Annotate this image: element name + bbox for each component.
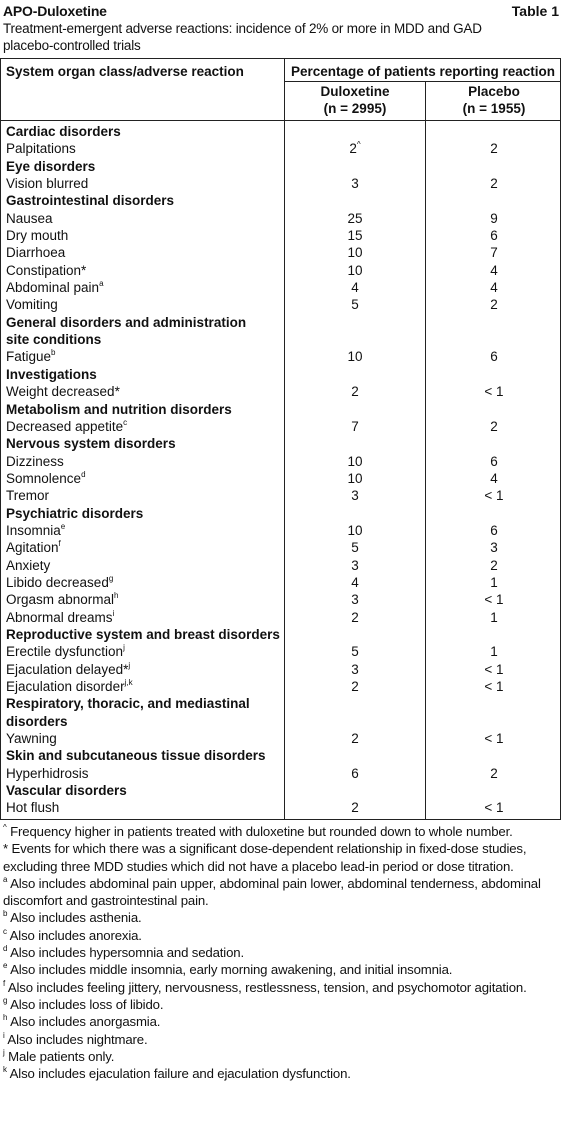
table-row: [1, 175, 562, 192]
reaction-name: Ejaculation disorder: [6, 679, 125, 694]
placebo-value: 6: [490, 349, 498, 365]
duloxetine-value: [285, 557, 425, 574]
footnote-marker: c: [3, 926, 7, 936]
duloxetine-value: [285, 730, 425, 747]
placebo-value: 7: [490, 245, 498, 261]
footnote-marker: e: [3, 961, 8, 971]
header-placebo-name: Placebo: [468, 84, 520, 99]
reaction-name: Hot flush: [6, 800, 60, 816]
reaction-label: [6, 210, 53, 227]
footnote-text: * Events for which there was a significant dose-dependent relationship in fixed-dose studies, excluding three MDD studies which did not have a placebo lead-in period or dose titration.: [3, 841, 527, 874]
duloxetine-value: [285, 296, 425, 313]
footnotes: [3, 823, 559, 1082]
footnote-marker: d: [3, 944, 8, 954]
table-row: [1, 574, 562, 591]
footnote-text: Also includes anorgasmia.: [7, 1014, 161, 1030]
placebo-value: 1: [490, 574, 498, 590]
reaction-name: Vomiting: [6, 297, 58, 313]
duloxetine-percent: 2: [351, 384, 359, 400]
footnote: [3, 1013, 559, 1030]
category-row: [1, 192, 562, 209]
footnote: [3, 1065, 559, 1082]
document-title: APO-Duloxetine: [3, 3, 107, 19]
reaction-name: Agitation: [6, 540, 59, 556]
duloxetine-percent: 10: [347, 522, 363, 538]
header-system-organ-class: System organ class/adverse reaction: [6, 64, 244, 79]
table-caption: [3, 20, 559, 54]
header-duloxetine-name: Duloxetine: [320, 84, 390, 99]
category-row: [1, 782, 562, 799]
reaction-name: Dry mouth: [6, 228, 69, 244]
reaction-label: [6, 765, 89, 782]
footnote: [3, 840, 559, 875]
table-label: Table 1: [511, 3, 559, 19]
duloxetine-value: [285, 175, 425, 192]
duloxetine-percent: 3: [351, 661, 359, 677]
duloxetine-value: [285, 643, 425, 660]
category-label: [6, 158, 95, 175]
footnote: [3, 823, 559, 840]
placebo-value: 3: [490, 540, 498, 556]
placebo-value: 2: [490, 176, 498, 192]
category-row: [1, 747, 562, 764]
reaction-name: Nausea: [6, 210, 53, 226]
category-row: [1, 435, 562, 452]
table-row: [1, 227, 562, 244]
reaction-name: Gastrointestinal disorders: [6, 193, 175, 209]
reaction-name: Tremor: [6, 488, 49, 504]
table-row: [1, 210, 562, 227]
category-row: [1, 505, 562, 522]
duloxetine-value: [285, 487, 425, 504]
reaction-name: Weight decreased*: [6, 384, 120, 400]
caption-line-1: Treatment-emergent adverse reactions: incidence of 2% or more in MDD and GAD: [3, 21, 482, 36]
placebo-value: 6: [490, 228, 498, 244]
category-row: [1, 366, 562, 383]
reaction-name: Respiratory, thoracic, and mediastinal: [6, 696, 250, 712]
reaction-name: Reproductive system and breast disorders: [6, 626, 280, 642]
category-label: [6, 366, 97, 383]
duloxetine-value: [285, 574, 425, 591]
reaction-name: Nervous system disorders: [6, 436, 176, 452]
reaction-label: [6, 453, 64, 470]
category-label: [6, 626, 280, 643]
reaction-name: Abdominal pain: [6, 280, 100, 296]
table-row: [1, 643, 562, 660]
reaction-name: Hyperhidrosis: [6, 765, 89, 781]
reaction-label: [6, 643, 125, 660]
footnote: [3, 875, 559, 910]
footnote-marker: i: [3, 1030, 5, 1040]
placebo-value: 1: [490, 644, 498, 660]
duloxetine-percent: 5: [351, 644, 359, 660]
reaction-label: [6, 279, 104, 296]
reaction-label: [6, 296, 58, 313]
reaction-name: Orgasm abnormal: [6, 592, 115, 608]
table-row: [1, 262, 562, 279]
category-row: [1, 626, 562, 643]
footnote-marker: f: [3, 978, 6, 988]
duloxetine-percent: 2: [351, 731, 359, 747]
table-row: [1, 522, 562, 539]
reaction-name: Investigations: [6, 366, 97, 382]
reaction-label: [6, 470, 86, 487]
reaction-label: [6, 799, 59, 816]
footnote-marker: j,k: [124, 678, 133, 687]
reaction-name: Metabolism and nutrition disorders: [6, 401, 232, 417]
duloxetine-value: [285, 227, 425, 244]
duloxetine-percent: 3: [351, 592, 359, 608]
duloxetine-percent: 2: [351, 679, 359, 694]
duloxetine-value: [285, 348, 425, 365]
category-label: [6, 331, 101, 348]
placebo-value: < 1: [484, 661, 504, 677]
table-row: [1, 348, 562, 365]
footnote-marker: a: [3, 874, 8, 884]
duloxetine-value: [285, 279, 425, 296]
category-row: [1, 331, 562, 348]
placebo-value: 2: [490, 418, 498, 434]
duloxetine-value: [285, 244, 425, 261]
table-row: [1, 140, 562, 157]
placebo-value: 4: [490, 280, 498, 296]
duloxetine-percent: 4: [351, 574, 359, 590]
reaction-name: Anxiety: [6, 557, 51, 573]
duloxetine-percent: 10: [347, 453, 363, 469]
table-row: [1, 487, 562, 504]
footnote-marker: c: [123, 417, 128, 427]
footnote: [3, 927, 559, 944]
caption-line-2: placebo-controlled trials: [3, 38, 141, 53]
category-label: [6, 314, 246, 331]
placebo-value: < 1: [484, 731, 504, 747]
reaction-name: Insomnia: [6, 522, 61, 538]
reaction-name: Abnormal dreams: [6, 609, 113, 625]
category-label: [6, 192, 174, 209]
duloxetine-value: [285, 210, 425, 227]
duloxetine-value: [285, 262, 425, 279]
footnote-marker: ^: [356, 140, 361, 150]
footnote: [3, 996, 559, 1013]
footnote-text: Also includes anorexia.: [6, 927, 142, 943]
duloxetine-percent: 3: [351, 557, 359, 573]
duloxetine-percent: 25: [347, 210, 363, 226]
footnote-text: Frequency higher in patients treated with duloxetine but rounded down to whole number.: [6, 824, 513, 839]
reaction-label: [6, 418, 127, 435]
reaction-name: site conditions: [6, 332, 102, 348]
table-row: [1, 591, 562, 608]
category-label: [6, 505, 143, 522]
reaction-name: Decreased appetite: [6, 418, 124, 434]
category-label: [6, 123, 121, 140]
table-row: [1, 730, 562, 747]
reaction-label: [6, 262, 86, 279]
duloxetine-value: [285, 661, 425, 678]
duloxetine-percent: 4: [351, 280, 359, 296]
footnote-marker: b: [51, 348, 56, 358]
duloxetine-value: [285, 522, 425, 539]
duloxetine-value: [285, 140, 425, 157]
reaction-label: [6, 678, 133, 695]
footnote-marker: h: [114, 591, 119, 601]
footnote-marker: k: [3, 1065, 7, 1075]
reaction-label: [6, 487, 49, 504]
placebo-value: 2: [490, 557, 498, 573]
duloxetine-percent: 2: [351, 609, 359, 625]
reaction-name: Libido decreased: [6, 574, 109, 590]
placebo-value: < 1: [484, 800, 504, 816]
footnote-text: Also includes nightmare.: [4, 1031, 148, 1047]
reaction-label: [6, 609, 114, 626]
duloxetine-value: [285, 383, 425, 400]
reaction-name: Ejaculation delayed*: [6, 661, 129, 677]
reaction-label: [6, 227, 68, 244]
duloxetine-value: [285, 591, 425, 608]
placebo-value: 1: [490, 609, 498, 625]
reaction-label: [6, 522, 65, 539]
footnote-marker: j: [128, 660, 131, 670]
reaction-label: [6, 661, 130, 678]
reaction-name: General disorders and administration: [6, 314, 247, 330]
footnote-marker: ^: [3, 823, 7, 832]
table-row: [1, 557, 562, 574]
category-row: [1, 158, 562, 175]
footnote-marker: j: [3, 1047, 5, 1057]
reaction-label: [6, 591, 119, 608]
header-duloxetine: [285, 83, 425, 117]
category-row: [1, 314, 562, 331]
table-row: [1, 453, 562, 470]
duloxetine-value: [285, 678, 425, 695]
reaction-name: Somnolence: [6, 470, 82, 486]
placebo-value: 9: [490, 210, 498, 226]
reaction-name: Erectile dysfunction: [6, 644, 124, 660]
reaction-name: Cardiac disorders: [6, 124, 121, 139]
placebo-value: < 1: [484, 592, 504, 608]
footnote-marker: i: [112, 608, 115, 618]
duloxetine-percent: 10: [347, 262, 363, 278]
placebo-value: 6: [490, 522, 498, 538]
footnote-marker: h: [3, 1013, 8, 1023]
duloxetine-percent: 10: [347, 470, 363, 486]
header-placebo-n: (n = 1955): [462, 101, 526, 116]
reaction-label: [6, 348, 55, 365]
category-label: [6, 713, 68, 730]
reaction-label: [6, 140, 76, 157]
header-bottom-divider: [1, 120, 560, 121]
duloxetine-percent: 10: [347, 245, 363, 261]
category-row: [1, 123, 562, 140]
duloxetine-percent: 5: [351, 540, 359, 556]
placebo-value: 2: [490, 765, 498, 781]
footnote: [3, 961, 559, 978]
reaction-label: [6, 730, 57, 747]
placebo-value: 6: [490, 453, 498, 469]
header-placebo: [426, 83, 562, 117]
table-row: [1, 765, 562, 782]
footnote-marker: e: [60, 521, 66, 531]
adverse-reactions-table: [0, 58, 561, 820]
placebo-value: < 1: [484, 384, 504, 400]
reaction-label: [6, 557, 50, 574]
table-row: [1, 418, 562, 435]
placebo-value: 2: [490, 297, 498, 313]
category-row: [1, 695, 562, 712]
category-label: [6, 782, 127, 799]
table-row: [1, 799, 562, 816]
title-row: [3, 3, 559, 20]
footnote: [3, 944, 559, 961]
table-row: [1, 678, 562, 695]
reaction-label: [6, 539, 61, 556]
reaction-name: Psychiatric disorders: [6, 505, 144, 521]
footnote: [3, 909, 559, 926]
footnote-text: Also includes loss of libido.: [7, 996, 164, 1012]
table-row: [1, 383, 562, 400]
placebo-value: < 1: [484, 488, 504, 504]
footnote-text: Also includes abdominal pain upper, abdominal pain lower, abdominal tenderness, abdominal discomfort and gastrointestinal pain.: [3, 875, 541, 909]
footnote-text: Also includes hypersomnia and sedation.: [7, 945, 244, 961]
category-label: [6, 747, 266, 764]
duloxetine-value: [285, 799, 425, 816]
placebo-value: 4: [490, 470, 498, 486]
table-row: [1, 244, 562, 261]
duloxetine-value: [285, 539, 425, 556]
footnote-marker: a: [99, 279, 104, 289]
footnote-text: Also includes middle insomnia, early morning awakening, and initial insomnia.: [7, 962, 453, 978]
duloxetine-percent: 2: [349, 141, 357, 157]
category-label: [6, 435, 176, 452]
duloxetine-percent: 2: [351, 800, 359, 816]
placebo-value: < 1: [484, 679, 504, 694]
table-row: [1, 661, 562, 678]
reaction-name: Skin and subcutaneous tissue disorders: [6, 748, 266, 764]
category-row: [1, 713, 562, 730]
duloxetine-value: [285, 765, 425, 782]
footnote-text: Male patients only.: [4, 1048, 115, 1064]
header-percentage-group: Percentage of patients reporting reaction: [290, 64, 556, 79]
table-body: [1, 123, 562, 817]
duloxetine-value: [285, 609, 425, 626]
footnote-marker: d: [81, 469, 86, 479]
footnote-text: Also includes ejaculation failure and ejaculation dysfunction.: [6, 1066, 351, 1082]
footnote: [3, 979, 559, 996]
duloxetine-percent: 3: [351, 488, 359, 504]
reaction-label: [6, 574, 113, 591]
category-label: [6, 695, 250, 712]
footnote-text: Also includes feeling jittery, nervousness, restlessness, tension, and psychomotor agitation.: [5, 979, 527, 995]
duloxetine-percent: 7: [351, 418, 359, 434]
duloxetine-percent: 3: [351, 176, 359, 192]
reaction-name: Vision blurred: [6, 176, 89, 192]
reaction-name: Dizziness: [6, 453, 64, 469]
table-row: [1, 279, 562, 296]
reaction-name: Yawning: [6, 731, 57, 747]
reaction-label: [6, 244, 65, 261]
reaction-name: Diarrhoea: [6, 245, 66, 261]
footnote-marker: f: [58, 539, 61, 549]
reaction-name: disorders: [6, 713, 68, 729]
reaction-name: Palpitations: [6, 141, 76, 157]
placebo-value: 4: [490, 262, 498, 278]
table-row: [1, 296, 562, 313]
placebo-value: 2: [490, 141, 498, 157]
duloxetine-percent: 6: [351, 765, 359, 781]
table-row: [1, 609, 562, 626]
reaction-name: Fatigue: [6, 349, 52, 365]
footnote-marker: j: [123, 643, 125, 653]
footnote-text: Also includes asthenia.: [7, 910, 142, 926]
duloxetine-value: [285, 453, 425, 470]
category-row: [1, 401, 562, 418]
category-label: [6, 401, 232, 418]
reaction-label: [6, 383, 120, 400]
duloxetine-percent: 15: [347, 228, 363, 244]
duloxetine-percent: 5: [351, 297, 359, 313]
reaction-name: Constipation*: [6, 262, 87, 278]
reaction-label: [6, 175, 88, 192]
footnote-marker: g: [108, 573, 114, 583]
duloxetine-value: [285, 470, 425, 487]
header-duloxetine-n: (n = 2995): [323, 101, 387, 116]
duloxetine-value: [285, 418, 425, 435]
table-row: [1, 470, 562, 487]
footnote: [3, 1048, 559, 1065]
header-group-divider: [284, 81, 560, 82]
table-row: [1, 539, 562, 556]
reaction-name: Vascular disorders: [6, 783, 127, 799]
footnote: [3, 1031, 559, 1048]
footnote-marker: g: [3, 995, 8, 1005]
footnote-marker: b: [3, 909, 8, 919]
duloxetine-percent: 10: [347, 349, 363, 365]
reaction-name: Eye disorders: [6, 158, 96, 174]
